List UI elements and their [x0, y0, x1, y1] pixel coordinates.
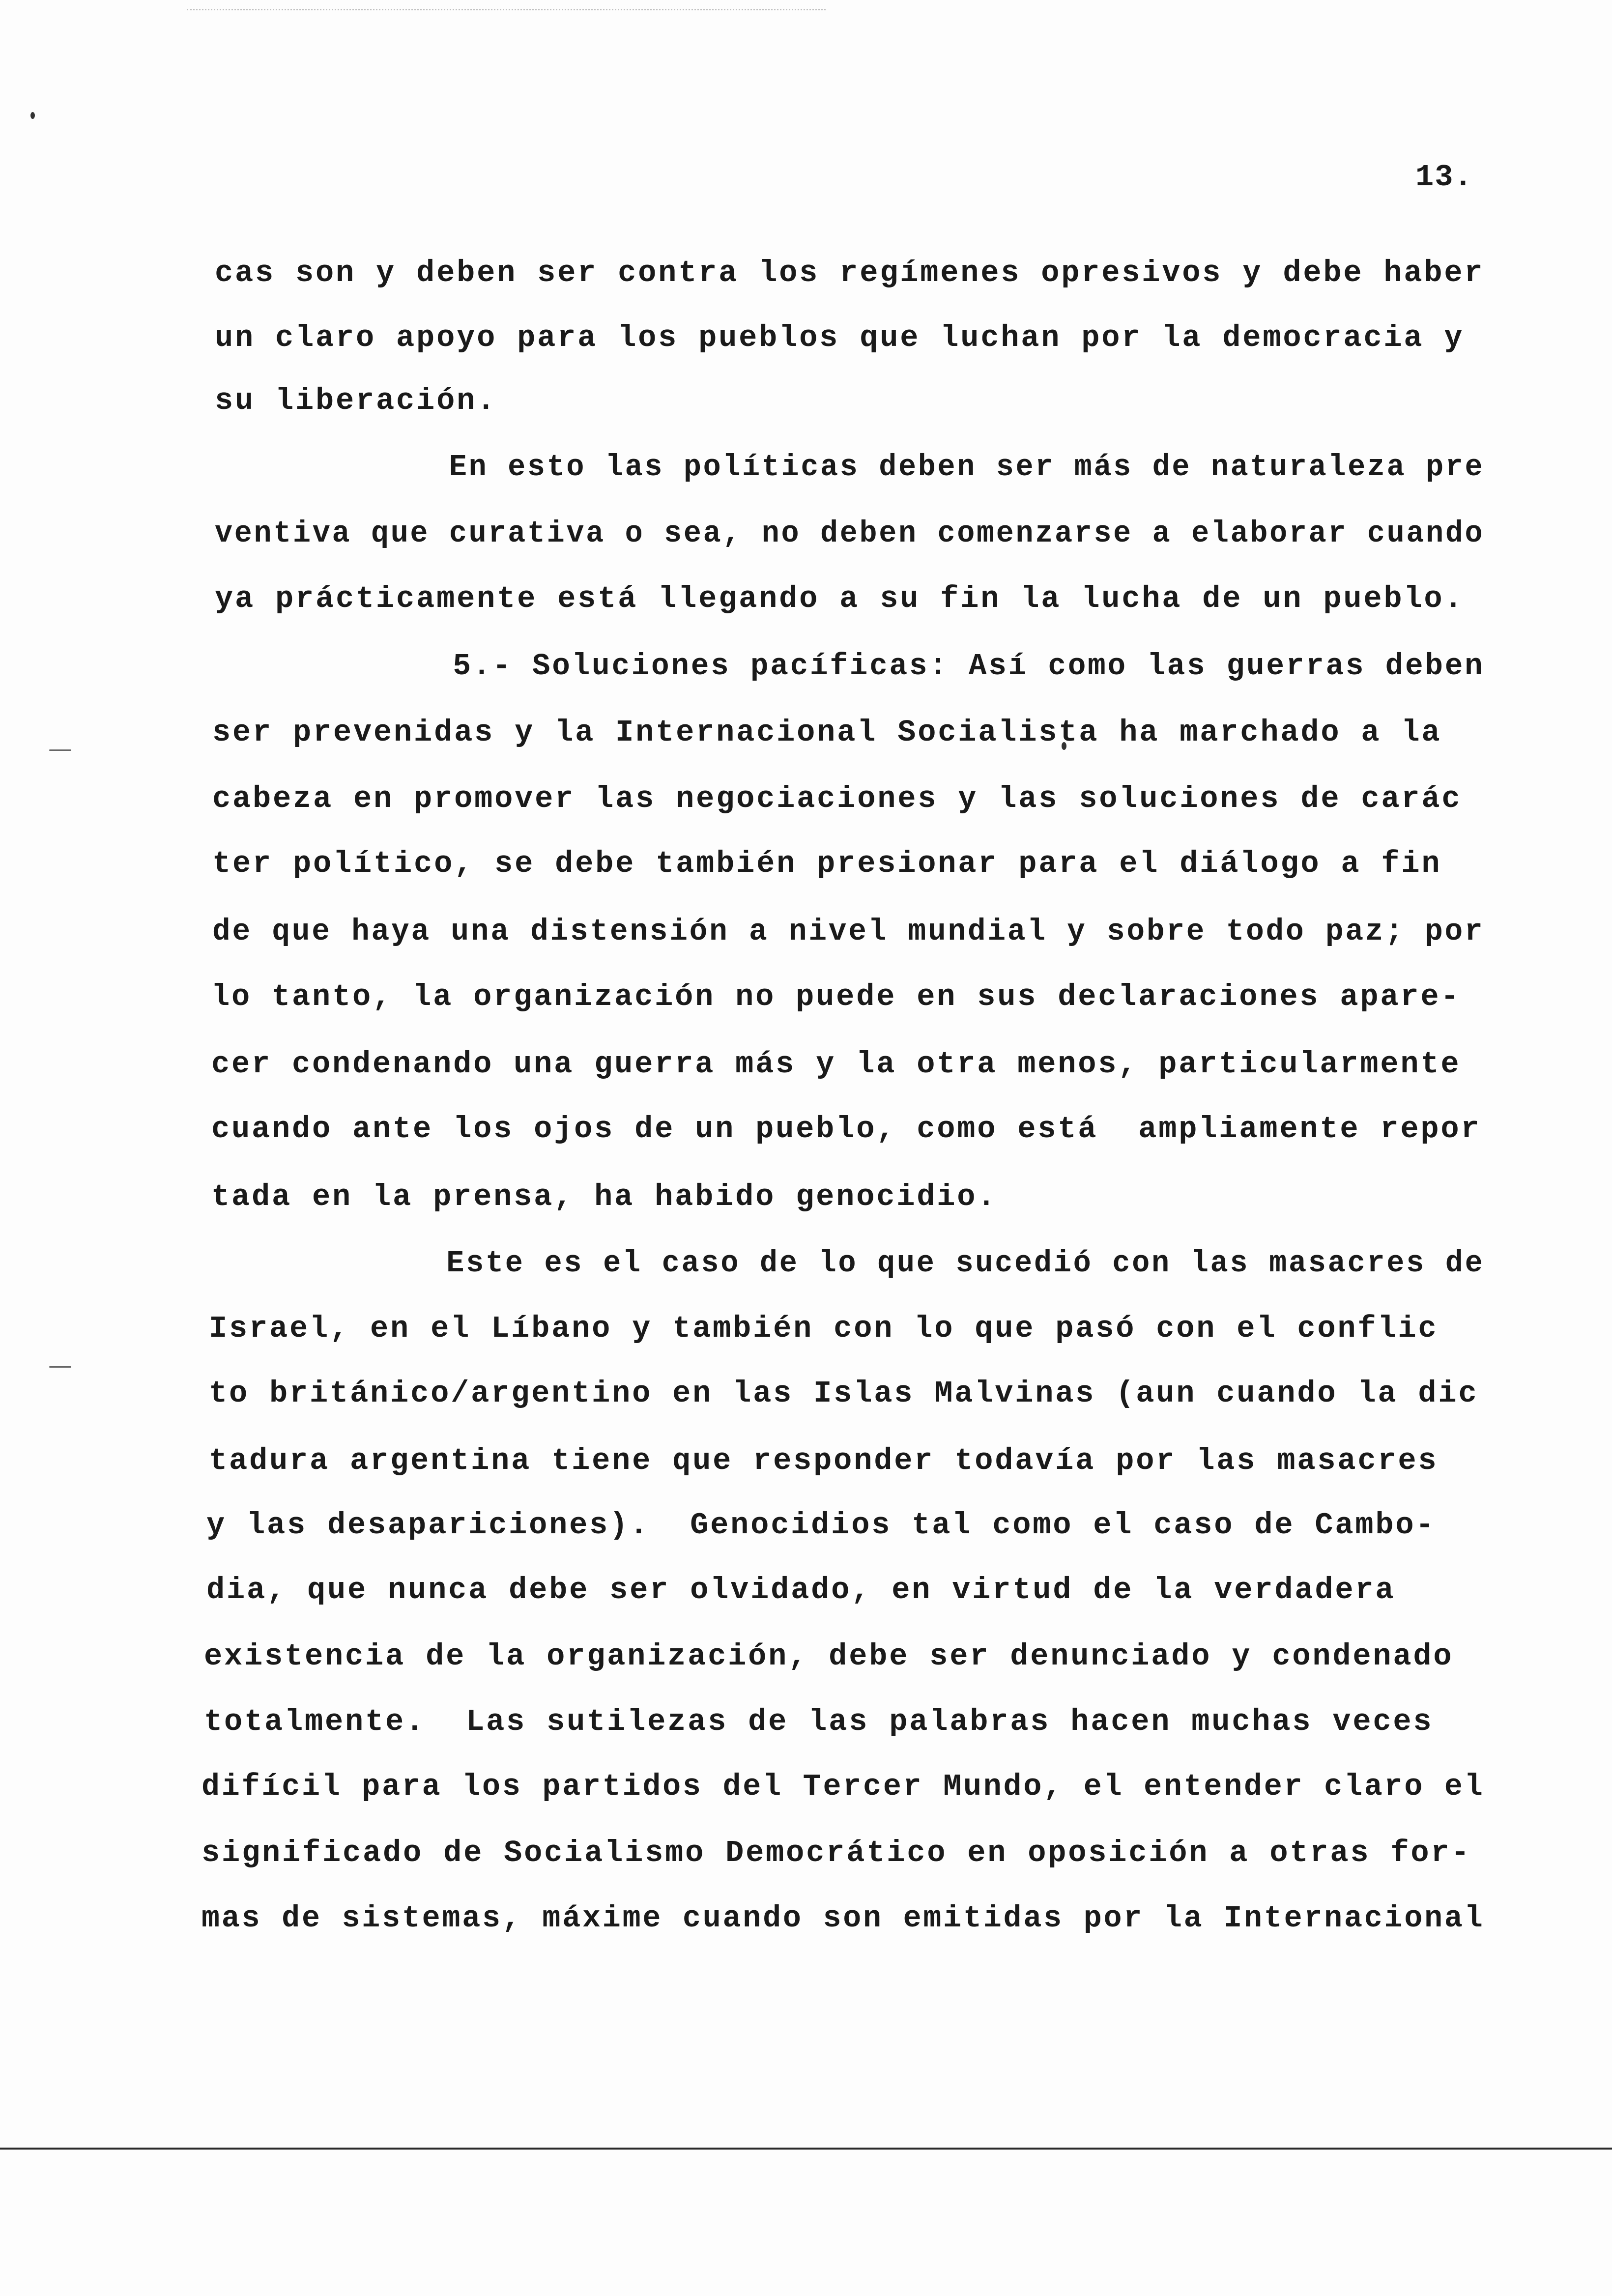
scan-speck: [49, 1366, 71, 1368]
bottom-rule: [0, 2148, 1612, 2150]
text-line: lo tanto, la organización no puede en sus declaraciones apare-: [211, 979, 1461, 1014]
scan-artifact: [187, 9, 826, 13]
text-line: de que haya una distensión a nivel mundial y sobre todo paz; por: [212, 914, 1485, 949]
text-line: to británico/argentino en las Islas Malvinas (aun cuando la dic: [209, 1376, 1479, 1411]
text-line: totalmente. Las sutilezas de las palabras hacen muchas veces: [204, 1704, 1434, 1739]
page-number: 13.: [1415, 160, 1473, 195]
text-line: su liberación.: [215, 383, 497, 418]
text-line: ventiva que curativa o sea, no deben comenzarse a elaborar cuando: [215, 516, 1485, 551]
text-line: un claro apoyo para los pueblos que luchan por la democracia y: [215, 320, 1465, 355]
text-line: ter político, se debe también presionar para el diálogo a fin: [212, 846, 1442, 881]
text-line: cabeza en promover las negociaciones y las soluciones de carác: [212, 781, 1462, 816]
scan-speck: [49, 749, 71, 751]
text-line: y las desapariciones). Genocidios tal como el caso de Cambo-: [206, 1508, 1436, 1543]
text-line: Este es el caso de lo que sucedió con las masacres de: [211, 1246, 1485, 1281]
text-line: 5.- Soluciones pacíficas: Así como las guerras deben: [215, 649, 1485, 684]
text-line: ser prevenidas y la Internacional Socialista ha marchado a la: [212, 715, 1442, 750]
text-line: mas de sistemas, máxime cuando son emitidas por la Internacional: [202, 1901, 1485, 1936]
text-line: existencia de la organización, debe ser denunciado y condenado: [204, 1639, 1454, 1674]
text-line: tadura argentina tiene que responder todavía por las masacres: [209, 1443, 1439, 1478]
text-line: cuando ante los ojos de un pueblo, como está ampliamente repor: [211, 1112, 1481, 1147]
text-line: cas son y deben ser contra los regímenes opresivos y debe haber: [215, 256, 1485, 290]
text-line: significado de Socialismo Democrático en oposición a otras for-: [202, 1836, 1471, 1870]
text-line: dia, que nunca debe ser olvidado, en virtud de la verdadera: [206, 1573, 1396, 1607]
text-line: Israel, en el Líbano y también con lo que pasó con el conflic: [209, 1311, 1439, 1346]
text-line: En esto las políticas deben ser más de naturaleza pre: [215, 450, 1485, 485]
text-line: tada en la prensa, ha habido genocidio.: [211, 1179, 998, 1214]
text-line: difícil para los partidos del Tercer Mundo, el entender claro el: [202, 1769, 1485, 1804]
scan-speck: [30, 112, 35, 119]
text-line: ya prácticamente está llegando a su fin la lucha de un pueblo.: [215, 581, 1465, 616]
text-line: cer condenando una guerra más y la otra menos, particularmente: [211, 1047, 1461, 1082]
